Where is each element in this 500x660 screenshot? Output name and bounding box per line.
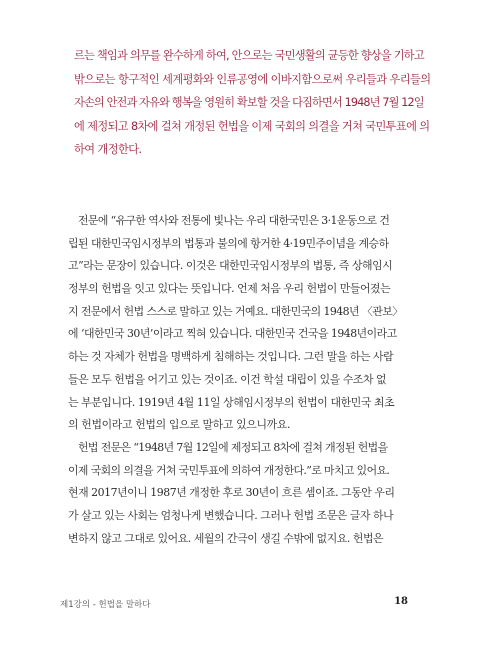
quote-line: 하여 개정한다. [74, 143, 142, 156]
body-line: 이제 국회의 의결을 거쳐 국민투표에 의하여 개정한다.”로 마치고 있어요. [68, 463, 390, 477]
quote-line: 밖으로는 항구적인 세계평화와 인류공영에 이바지함으로써 우리들과 우리들의 [74, 72, 431, 86]
body-line: 현재 2017년이니 1987년 개정한 후로 30년이 흐른 셈이죠. 그동안 우리 [68, 486, 395, 500]
body-line: 정부의 헌법을 잇고 있다는 뜻입니다. 언제 처음 우리 헌법이 만들어졌는 [68, 282, 391, 296]
body-line: 들은 모두 헌법을 어기고 있는 것이죠. 이건 학설 대립이 있을 수조차 없 [68, 372, 387, 386]
body-line: 변하지 않고 그대로 있어요. 세월의 간극이 생길 수밖에 없지요. 헌법은 [68, 531, 384, 545]
body-line: 고”라는 문장이 있습니다. 이것은 대한민국임시정부의 법통, 즉 상해임시 [68, 259, 393, 273]
quote-line: 자손의 안전과 자유와 행복을 영원히 확보할 것을 다짐하면서 1948년 7월 12일 [74, 96, 424, 109]
body-line: 지 전문에서 헌법 스스로 말하고 있는 거예요. 대한민국의 1948년 〈관보〉 [68, 304, 403, 318]
body-line: 전문에 “유구한 역사와 전통에 빛나는 우리 대한국민은 3·1운동으로 건 [78, 214, 390, 227]
quote-line: 르는 책임과 의무를 완수하게 하여, 안으로는 국민생활의 균등한 향상을 기하고 [74, 49, 424, 62]
page-number: 18 [394, 596, 408, 607]
body-paragraphs [68, 210, 420, 550]
body-line: 가 살고 있는 사회는 엄청나게 변했습니다. 그러나 헌법 조문은 글자 하나 [68, 508, 394, 522]
body-line: 의 헌법이라고 헌법의 입으로 말하고 있으니까요. [68, 418, 291, 432]
running-footer-chapter: 제1강의 - 헌법을 말하다 [60, 600, 151, 610]
body-line: 하는 것 자체가 헌법을 명백하게 침해하는 것입니다. 그런 말을 하는 사람 [68, 350, 394, 364]
body-line: 헌법 전문은 “1948년 7월 12일에 제정되고 8차에 걸쳐 개정된 헌법을 [78, 440, 388, 454]
body-line: 는 부분입니다. 1919년 4월 11일 상해임시정부의 헌법이 대한민국 최초 [68, 395, 395, 409]
constitution-preamble-quote [74, 44, 431, 162]
body-line: 립된 대한민국임시정부의 법통과 불의에 항거한 4·19민주이념을 계승하 [68, 236, 389, 250]
quote-line: 에 제정되고 8차에 걸쳐 개정된 헌법을 이제 국회의 의결을 거쳐 국민투표에 의 [74, 119, 430, 133]
body-line: 에 ‘대한민국 30년’이라고 찍혀 있습니다. 대한민국 건국을 1948년이라고 [68, 327, 397, 341]
